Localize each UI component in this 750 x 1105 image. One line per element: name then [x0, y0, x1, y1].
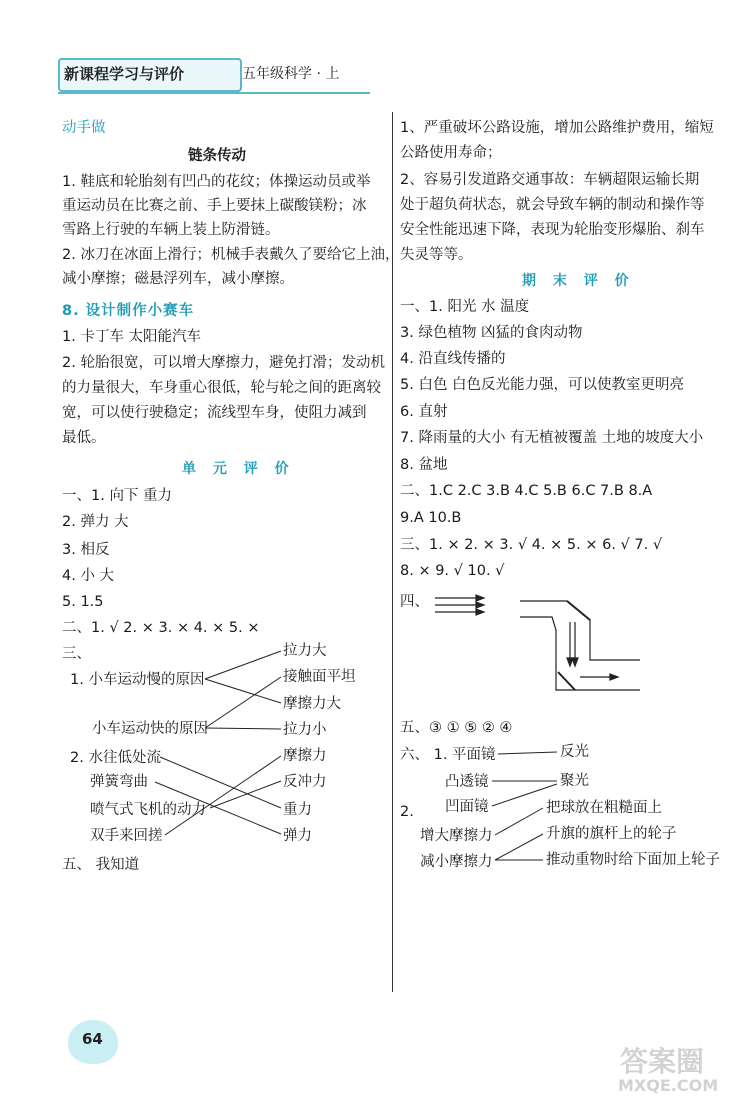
match2-right-2: 反冲力: [283, 774, 327, 790]
unit-eval-title: 单 元 评 价: [182, 461, 295, 477]
friction-decrease: 减小摩擦力: [420, 854, 493, 870]
friction-increase: 增大摩擦力: [420, 828, 493, 844]
final-ans-8: 8. 盆地: [400, 457, 448, 473]
final-part-2-line-2: 9.A 10.B: [400, 510, 462, 526]
lesson8-title: 8. 设计制作小赛车: [62, 303, 195, 319]
match1-right-3: 摩擦力大: [283, 696, 341, 712]
unit-ans-1: 一、1. 向下 重力: [62, 488, 173, 504]
mirror-line-1: [498, 752, 557, 754]
page-number: 64: [82, 1030, 103, 1048]
final-ans-7: 7. 降雨量的大小 有无植被覆盖 土地的坡度大小: [400, 430, 704, 446]
match2-right-3: 重力: [283, 802, 312, 818]
book-subtitle: 五年级科学 · 上: [242, 66, 340, 82]
mirror-line-3: [492, 784, 557, 806]
l8-answer-1: 1. 卡丁车 太阳能汽车: [62, 329, 202, 345]
unit-ans-5: 5. 1.5: [62, 594, 104, 610]
p1-line-2: 重运动员在比赛之前、手上要抹上碳酸镁粉；冰: [62, 198, 367, 214]
friction-example-3: 推动重物时给下面加上轮子: [546, 852, 720, 868]
friction-line-1: [495, 808, 543, 835]
l8-line-2: 的力量很大，车身重心很低，轮与轮之间的距离较: [62, 380, 381, 396]
final-eval-title: 期 末 评 价: [522, 273, 635, 289]
r-p2-line-3: 安全性能迅速下降，表现为轮胎变形爆胎、刹车: [400, 222, 705, 238]
watermark: [600, 1040, 740, 1100]
friction-example-1: 把球放在粗糙面上: [546, 800, 662, 816]
final-ans-6: 6. 直射: [400, 404, 448, 420]
r-p2-line-2: 处于超负荷状态，就会导致车辆的制动和操作等: [400, 197, 705, 213]
mirror-result-focus: 聚光: [560, 773, 589, 789]
final-part-6-line-1: 六、 1. 平面镜: [400, 747, 496, 763]
final-ans-4: 4. 沿直线传播的: [400, 351, 506, 367]
watermark-top: 答案圈: [620, 1045, 705, 1078]
match2-left-1: 2. 水往低处流: [70, 750, 161, 766]
unit-ans-3: 3. 相反: [62, 542, 110, 558]
final-part-3-line-2: 8. × 9. √ 10. √: [400, 563, 505, 579]
final-part-5: 五、③ ① ⑤ ② ④: [400, 720, 513, 736]
unit-part-3-label: 三、: [62, 646, 91, 662]
watermark-bottom: MXQE.COM: [618, 1076, 719, 1095]
mirror-result-reflect: 反光: [560, 744, 589, 760]
match1-left-2: 小车运动快的原因: [92, 721, 208, 737]
final-ans-1: 一、1. 阳光 水 温度: [400, 299, 530, 315]
p1-line-3: 雪路上行驶的车辆上装上防滑链。: [62, 222, 280, 238]
final-ans-3: 3. 绿色植物 凶猛的食肉动物: [400, 325, 583, 341]
final-part-4-label: 四、: [400, 594, 429, 610]
friction-line-2: [495, 834, 543, 860]
final-part-3-line-1: 三、1. × 2. × 3. √ 4. × 5. × 6. √ 7. √: [400, 537, 663, 553]
match1-right-2: 接触面平坦: [283, 669, 356, 685]
chain-title: 链条传动: [188, 148, 246, 164]
book-title: 新课程学习与评价: [64, 65, 185, 83]
r-p1-line-2: 公路使用寿命；: [400, 145, 502, 161]
unit-ans-2: 2. 弹力 大: [62, 514, 129, 530]
l8-line-3: 宽，可以使行驶稳定；流线型车身，使阻力减到: [62, 405, 367, 421]
unit-part-5: 五、 我知道: [62, 857, 140, 873]
final-part-6-line-2: 2.: [400, 804, 414, 820]
unit-ans-4: 4. 小 大: [62, 568, 115, 584]
match1-right-1: 拉力大: [283, 643, 327, 659]
match2-left-2: 弹簧弯曲: [90, 774, 148, 790]
l8-line-4: 最低。: [62, 430, 106, 446]
r-p1-line-1: 1、严重破坏公路设施，增加公路维护费用，缩短: [400, 120, 714, 136]
mirror-convex: 凸透镜: [445, 774, 489, 790]
mirror-concave: 凹面镜: [445, 799, 489, 815]
p1-line-1: 1. 鞋底和轮胎刻有凹凸的花纹；体操运动员或举: [62, 174, 371, 190]
final-ans-5: 5. 白色 白色反光能力强，可以使教室更明亮: [400, 377, 685, 393]
r-p2-line-4: 失灵等等。: [400, 247, 473, 263]
match2-left-4: 双手来回搓: [90, 828, 163, 844]
l8-line-1: 2. 轮胎很宽，可以增大摩擦力，避免打滑；发动机: [62, 355, 385, 371]
match2-left-3: 喷气式飞机的动力: [90, 802, 206, 818]
p2-line-2: 减小摩擦；磁悬浮列车，减小摩擦。: [62, 271, 294, 287]
hands-on-label: 动手做: [62, 120, 106, 136]
match2-right-1: 摩擦力: [283, 748, 327, 764]
friction-example-2: 升旗的旗杆上的轮子: [546, 826, 677, 842]
final-part-2-line-1: 二、1.C 2.C 3.B 4.C 5.B 6.C 7.B 8.A: [400, 483, 653, 499]
match1-left-1: 1. 小车运动慢的原因: [70, 672, 205, 688]
r-p2-line-1: 2、容易引发道路交通事故：车辆超限运输长期: [400, 172, 700, 188]
match1-right-4: 拉力小: [283, 722, 327, 738]
unit-part-2: 二、1. √ 2. × 3. × 4. × 5. ×: [62, 620, 260, 636]
p2-line-1: 2. 冰刀在冰面上滑行；机械手表戴久了要给它上油，: [62, 247, 400, 263]
match2-right-4: 弹力: [283, 828, 312, 844]
